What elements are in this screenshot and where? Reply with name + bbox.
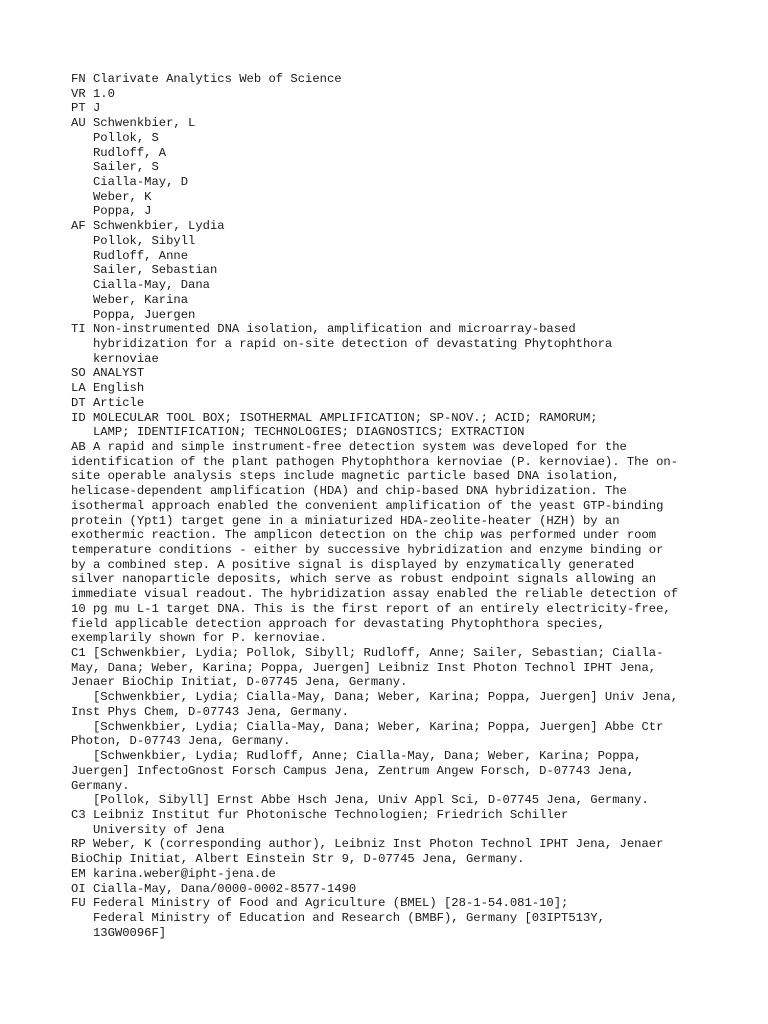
record-line: May, Dana; Weber, Karina; Poppa, Juergen] Leibniz Inst Photon Technol IPHT Jena,: [71, 660, 657, 675]
record-line: RP Weber, K (corresponding author), Leibniz Inst Photon Technol IPHT Jena, Jenaer: [71, 837, 664, 852]
record-line: field applicable detection approach for devastating Phytophthora species,: [71, 616, 605, 631]
record-line: identification of the plant pathogen Phytophthora kernoviae (P. kernoviae). The on-: [71, 454, 679, 469]
record-line: helicase-dependent amplification (HDA) and chip-based DNA hybridization. The: [71, 484, 627, 499]
record-line: PT J: [71, 101, 101, 116]
record-line: TI Non-instrumented DNA isolation, amplification and microarray-based: [71, 322, 576, 337]
record-line: FN Clarivate Analytics Web of Science: [71, 72, 342, 86]
record-line: Juergen] InfectoGnost Forsch Campus Jena, Zentrum Angew Forsch, D-07743 Jena,: [71, 763, 635, 778]
record-line: Cialla-May, D: [71, 175, 189, 190]
record-line: kernoviae: [71, 351, 159, 366]
record-line: by a combined step. A positive signal is displayed by enzymatically generated: [71, 557, 635, 572]
record-line: Jenaer BioChip Initiat, D-07745 Jena, Germany.: [71, 675, 408, 690]
record-line: Cialla-May, Dana: [71, 278, 210, 293]
record-line: temperature conditions - either by successive hybridization and enzyme binding or: [71, 543, 664, 557]
record-line: silver nanoparticle deposits, which serve as robust endpoint signals allowing an: [71, 572, 657, 587]
record-line: Sailer, S: [71, 160, 159, 175]
record-line: DT Article: [71, 395, 145, 410]
record-line: Rudloff, A: [71, 145, 167, 160]
record-line: Poppa, J: [71, 204, 152, 219]
record-line: ID MOLECULAR TOOL BOX; ISOTHERMAL AMPLIFICATION; SP-NOV.; ACID; RAMORUM;: [71, 410, 598, 425]
record-line: 13GW0096F]: [71, 925, 167, 940]
record-line: Germany.: [71, 778, 130, 793]
record-line: isothermal approach enabled the convenient amplification of the yeast GTP-binding: [71, 498, 664, 513]
record-line: hybridization for a rapid on-site detection of devastating Phytophthora: [71, 336, 613, 351]
record-line: Federal Ministry of Education and Research (BMBF), Germany [03IPT513Y,: [71, 910, 605, 925]
record-line: VR 1.0: [71, 86, 115, 101]
record-line: Pollok, Sibyll: [71, 233, 196, 248]
record-line: Weber, Karina: [71, 292, 189, 307]
record-line: Rudloff, Anne: [71, 248, 189, 263]
record-line: [Schwenkbier, Lydia; Cialla-May, Dana; Weber, Karina; Poppa, Juergen] Abbe Ctr: [71, 719, 664, 734]
record-line: exemplarily shown for P. kernoviae.: [71, 631, 327, 646]
record-line: SO ANALYST: [71, 366, 145, 381]
record-line: EM karina.weber@ipht-jena.de: [71, 866, 276, 881]
record-line: LAMP; IDENTIFICATION; TECHNOLOGIES; DIAGNOSTICS; EXTRACTION: [71, 425, 525, 440]
record-line: Sailer, Sebastian: [71, 263, 218, 278]
record-line: AU Schwenkbier, L: [71, 116, 196, 131]
record-line: protein (Ypt1) target gene in a miniaturized HDA-zeolite-heater (HZH) by an: [71, 513, 620, 528]
record-line: exothermic reaction. The amplicon detection on the chip was performed under room: [71, 528, 657, 543]
record-line: Poppa, Juergen: [71, 307, 196, 322]
record-line: BioChip Initiat, Albert Einstein Str 9, D-07745 Jena, Germany.: [71, 852, 525, 867]
record-line: [Schwenkbier, Lydia; Cialla-May, Dana; Weber, Karina; Poppa, Juergen] Univ Jena,: [71, 690, 679, 705]
record-line: 10 pg mu L-1 target DNA. This is the first report of an entirely electricity-free,: [71, 601, 671, 616]
record-line: Photon, D-07743 Jena, Germany.: [71, 734, 291, 749]
record-line: [Schwenkbier, Lydia; Rudloff, Anne; Cialla-May, Dana; Weber, Karina; Poppa,: [71, 749, 642, 764]
wos-record-text: [71, 72, 678, 940]
record-line: AF Schwenkbier, Lydia: [71, 219, 225, 234]
record-line: AB A rapid and simple instrument-free detection system was developed for the: [71, 439, 627, 454]
record-line: Pollok, S: [71, 130, 159, 145]
record-line: FU Federal Ministry of Food and Agriculture (BMEL) [28-1-54.081-10];: [71, 896, 569, 911]
record-line: immediate visual readout. The hybridization assay enabled the reliable detection of: [71, 587, 679, 602]
record-line: Inst Phys Chem, D-07743 Jena, Germany.: [71, 704, 349, 719]
record-line: C1 [Schwenkbier, Lydia; Pollok, Sibyll; Rudloff, Anne; Sailer, Sebastian; Cialla-: [71, 646, 664, 661]
record-line: C3 Leibniz Institut fur Photonische Technologien; Friedrich Schiller: [71, 807, 569, 822]
record-line: Weber, K: [71, 189, 152, 204]
record-line: OI Cialla-May, Dana/0000-0002-8577-1490: [71, 881, 357, 896]
record-line: LA English: [71, 381, 145, 396]
record-line: [Pollok, Sibyll] Ernst Abbe Hsch Jena, Univ Appl Sci, D-07745 Jena, Germany.: [71, 793, 649, 808]
record-line: site operable analysis steps include magnetic particle based DNA isolation,: [71, 469, 620, 484]
record-line: University of Jena: [71, 822, 225, 837]
